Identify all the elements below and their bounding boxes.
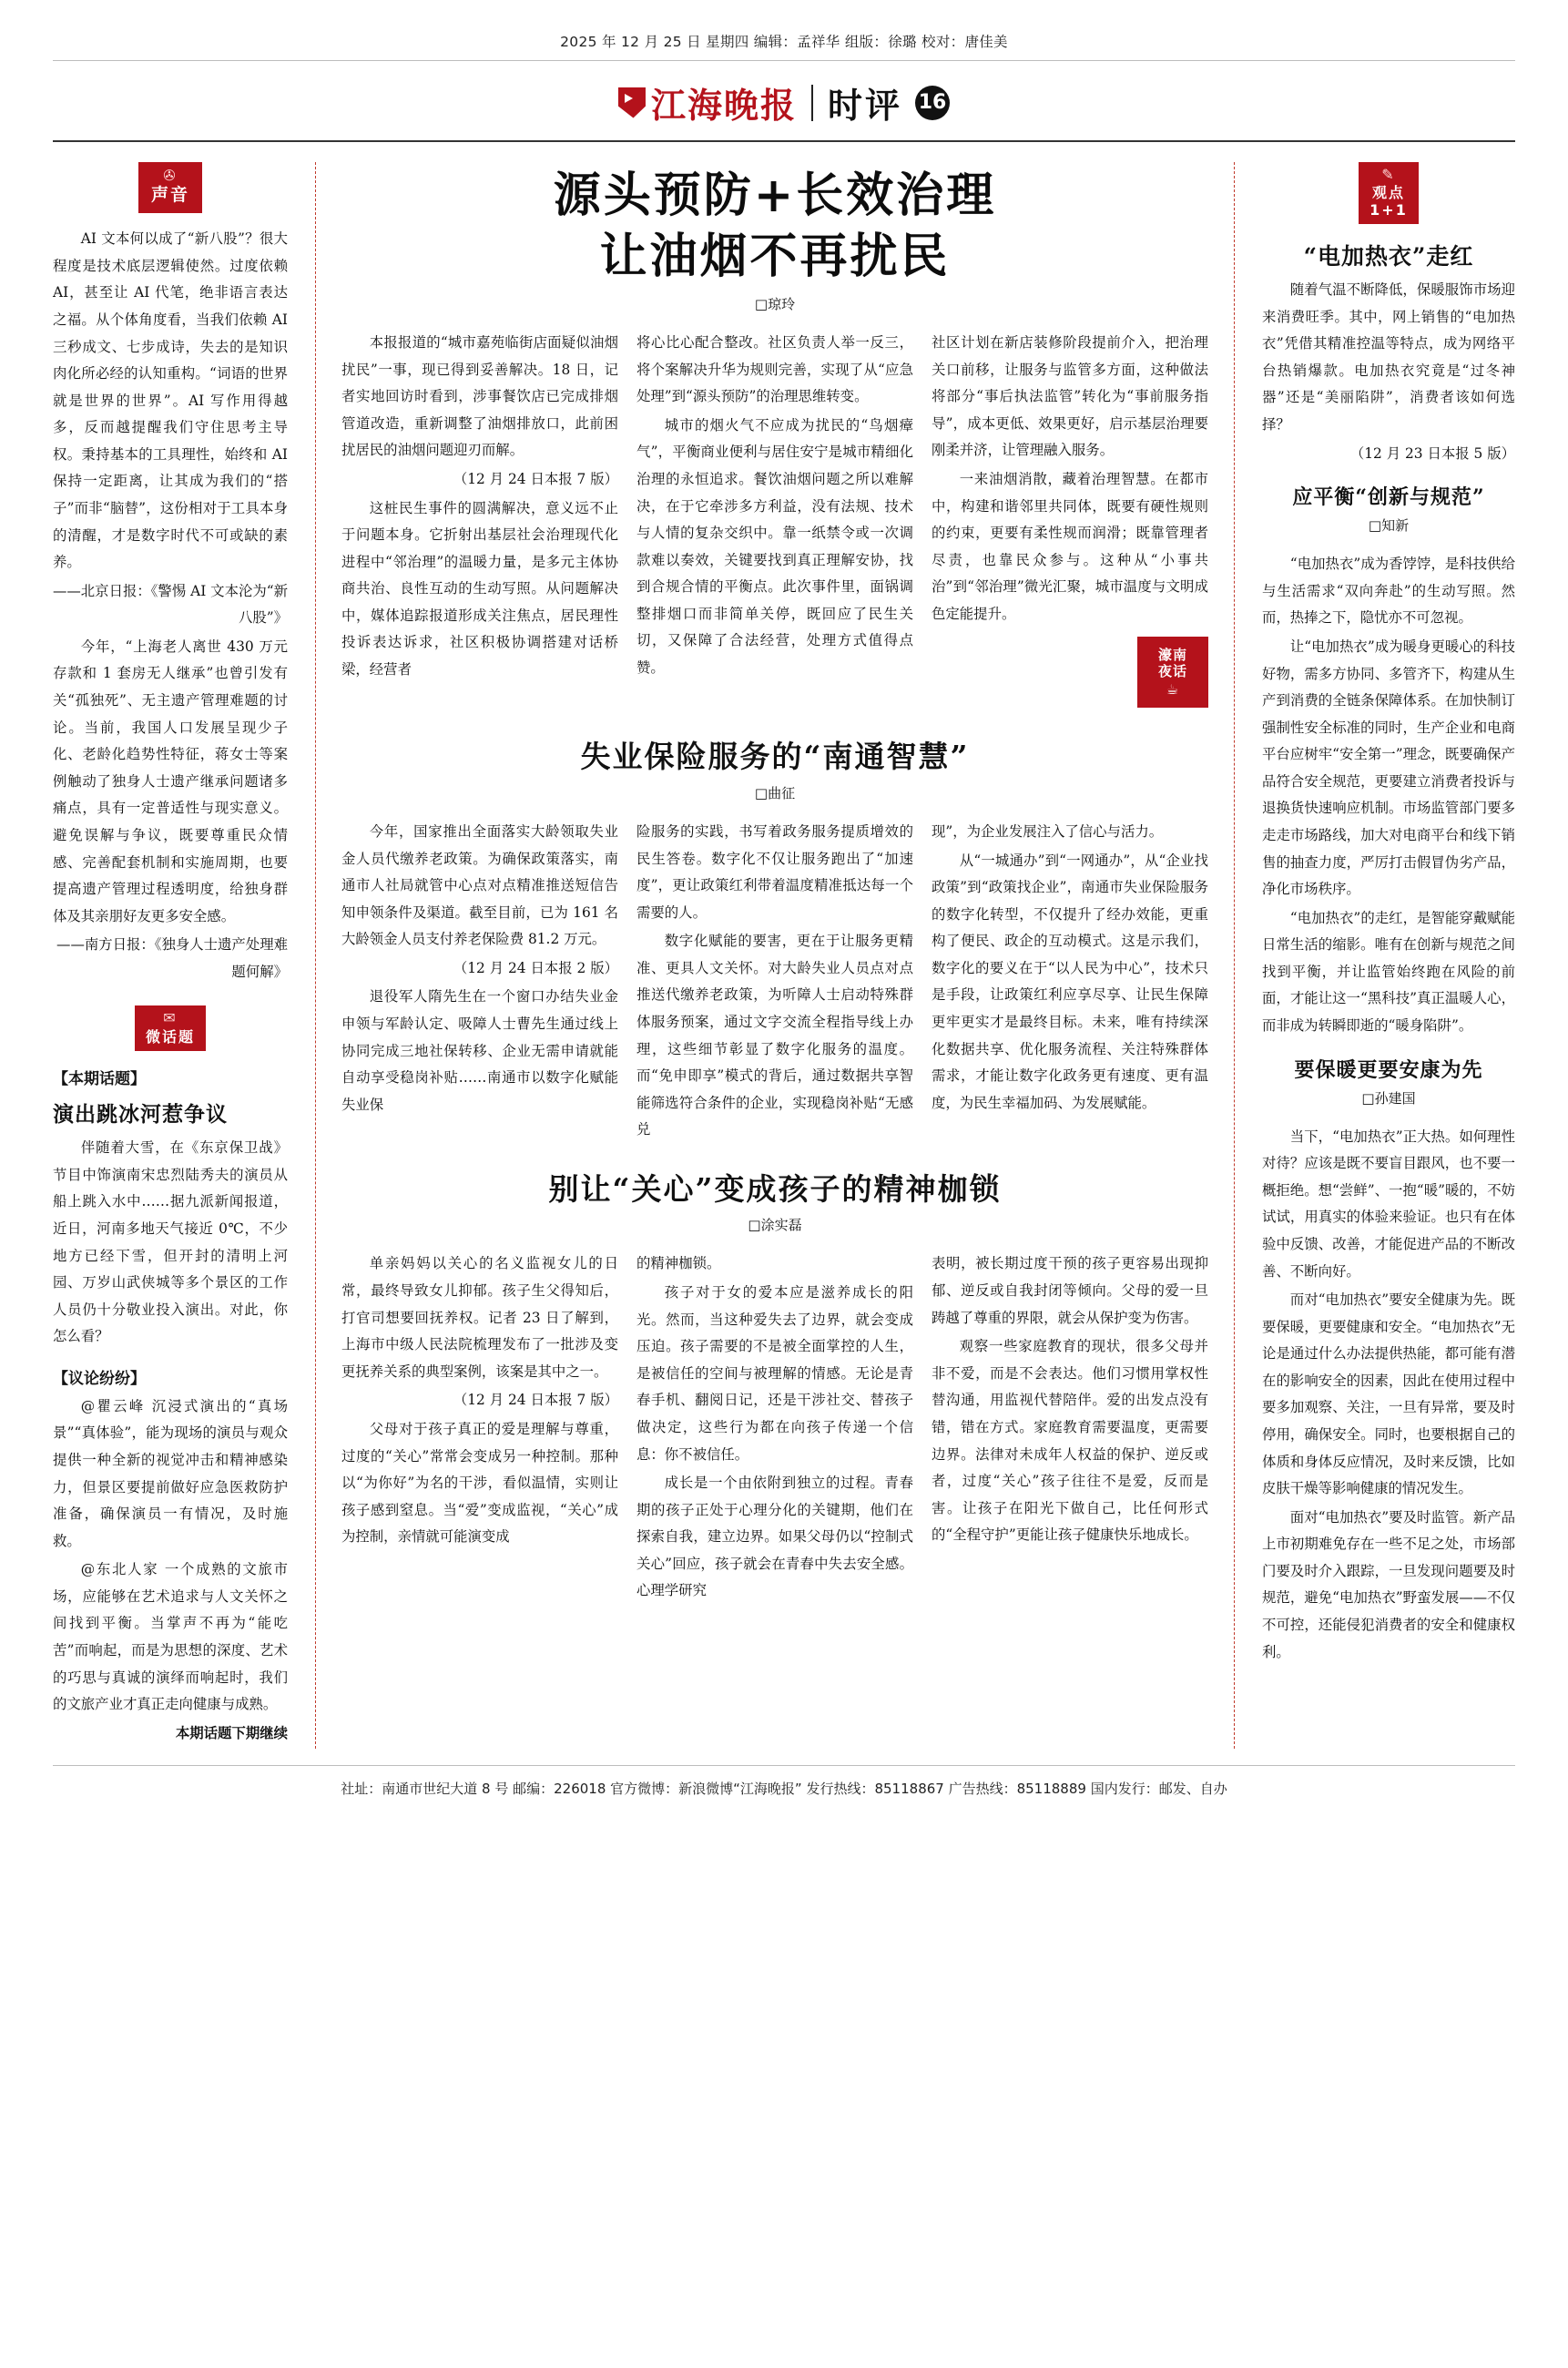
voice-source-1: ——北京日报：《警惕 AI 文本沦为“新八股”》 <box>53 582 289 627</box>
discussion-tag: 【议论纷纷】 <box>53 1369 146 1388</box>
a2-c1-p1: 今年，国家推出全面落实大龄领取失业金人员代缴养老政策。为确保政策落实，南通市人社局就管中心点对点精准推送短信告知申领条件及渠道。截至目前，已为 161 名大龄领金人员支付养老保险费 81.2 万元。 <box>341 823 618 948</box>
a2-c2-p1: 险服务的实践，书写着政务服务提质增效的民生答卷。数字化不仅让服务跑出了“加速度”，更让政策红利带着温度精准抵达每一个需要的人。 <box>636 823 913 921</box>
article-3-headline: 别让“关心”变成孩子的精神枷锁 <box>548 1170 1002 1207</box>
right-article-2-byline: □知新 <box>1368 517 1410 535</box>
article-1-columns <box>341 330 1208 713</box>
right-article-1-headline: “电加热衣”走红 <box>1303 243 1474 270</box>
a1-c2-p2: 城市的烟火气不应成为扰民的“鸟烟瘴气”，平衡商业便利与居住安宁是城市精细化治理的永恒追求。餐饮油烟问题之所以难解决，在于它牵涉多方利益，没有法规、技术与人情的复杂交织中。靠一纸禁令或一次调款难以奏效，关键要找到真正理解安协，找到合规合情的平衡点。此次事件里，面锅调整排烟口而非简单关停，既回应了民生关切，又保障了合法经营，处理方式值得点赞。 <box>636 416 913 677</box>
flag-icon <box>618 87 646 118</box>
a3-c3-p1: 表明，被长期过度干预的孩子更容易出现抑郁、逆反或自我封闭等倾向。父母的爱一旦踌越了尊重的界限，就会从保护变为伤害。 <box>932 1255 1208 1326</box>
a3-c2-p3: 成长是一个由依附到独立的过程。青春期的孩子正处于心理分化的关键期，他们在探索自我，建立边界。如果父母仍以“控制式关心”回应，孩子就会在青春中失去安全感。心理学研究 <box>636 1475 913 1599</box>
article-1-col-2 <box>636 330 913 713</box>
a3-c3-p2: 观察一些家庭教育的现状，很多父母并非不爱，而是不会表达。他们习惯用掌权性替沟通，用监视代替陪伴。爱的出发点没有错，错在方式。家庭教育需要温度，更需要边界。法律对未成年人权益的保护、逆反或者，过度“关心”孩子往往不是爱，反而是害。让孩子在阳光下做自己，比任何形式的“全程守护”更能让孩子健康快乐地成长。 <box>932 1338 1208 1544</box>
a2-c3-p1: 现”，为企业发展注入了信心与活力。 <box>932 823 1164 840</box>
main-headline-line2: 让油烟不再扰民 <box>599 228 951 284</box>
article-1-col-1 <box>341 330 618 713</box>
viewpoint-badge-wrap <box>1262 162 1515 224</box>
article-3-byline: □涂实磊 <box>748 1217 802 1234</box>
article-2-col-3 <box>932 819 1208 1146</box>
article-2-headline: 失业保险服务的“南通智慧” <box>580 739 970 775</box>
article-1-col-3 <box>932 330 1208 713</box>
column-separator-left <box>315 162 316 1749</box>
article-2-col-2 <box>636 819 913 1146</box>
section-badge-voice <box>138 162 202 213</box>
seal-line-1: 濠南 <box>1157 647 1187 664</box>
teacup-icon: ☕ <box>1166 681 1180 699</box>
microtopic-badge-label: 微话题 <box>145 1027 195 1046</box>
microtopic-badge-wrap <box>53 1005 288 1051</box>
article-3-columns <box>341 1250 1208 1607</box>
a1-c1-p2: 这桩民生事件的圆满解决，意义远不止于问题本身。它折射出基层社会治理现代化进程中“邻治理”的温暖力量，是多元主体协商共治、良性互动的生动写照。从问题解决中，媒体追踪报道形成关注焦点，居民理性投诉表达诉求，社区积极协调搭建对话桥梁，经营者 <box>341 499 618 679</box>
article-3-col-3 <box>932 1250 1208 1607</box>
page-footer: 社址：南通市世纪大道 8 号 邮编：226018 官方微博：新浪微博“江海晚报” 发行热线：85118867 广告热线：85118889 国内发行：邮发、自办 <box>53 1765 1515 1825</box>
masthead-divider <box>811 85 813 121</box>
paper-name: 江海晚报 <box>650 85 797 126</box>
megaphone-icon: ✇ <box>163 167 178 184</box>
section-badge-microtopic <box>135 1005 206 1051</box>
a3-c2-p2: 孩子对于女的爱本应是滋养成长的阳光。然而，当这种爱失去了边界，就会变成压迫。孩子需要的不是被全面掌控的人生，是被信任的空间与被理解的情感。无论是青春手机、翻阅日记，还是干涉社交、替孩子做决定，这些行为都在向孩子传递一个信息：你不被信任。 <box>636 1284 913 1463</box>
right-column <box>1242 162 1515 1749</box>
column-separator-right <box>1234 162 1235 1749</box>
voice-badge-label: 声音 <box>150 185 189 206</box>
right-a3-p2: 而对“电加热衣”要安全健康为先。既要保暖，更要健康和安全。“电加热衣”无论是通过什么办法提供热能，都可能有潜在的影响安全的因素，因此在使用过程中要多加观察、关注，一旦有异常，要及时停用，确保安全。同时，也要根据自己的体质和身体反应情况，及时来反馈，比如皮肤干燥等影响健康的情况发生。 <box>1262 1291 1515 1497</box>
right-a2-p3: “电加热衣”的走红，是智能穿戴赋能日常生活的缩影。唯有在创新与规范之间找到平衡，并让监管始终跑在风险的前面，才能让这一“黑科技”真正温暖人心，而非成为转瞬即逝的“暖身陷阱”。 <box>1262 909 1515 1035</box>
page-number-badge: 16 <box>915 86 950 120</box>
a3-c1-p2: 父母对于孩子真正的爱是理解与尊重，过度的“关心”常常会变成另一种控制。那种以“为你好”为名的干涉，看似温情，实则让孩子感到窒息。当“爱”变成监视，“关心”成为控制，亲情就可能演变成 <box>341 1420 618 1546</box>
seal-line-2: 夜话 <box>1157 663 1187 680</box>
masthead <box>0 61 1568 140</box>
column-seal-haonan <box>1137 637 1208 708</box>
topic-tag: 【本期话题】 <box>53 1070 146 1089</box>
right-a3-p1: 当下，“电加热衣”正大热。如何理性对待？应该是既不要盲目跟风，也不要一概拒绝。想“尝鲜”、一抱“暖”暖的，不妨试试，用真实的体验来验证。也只有在体验中反馈、改善，才能促进产品的不断改善、不断向好。 <box>1262 1128 1515 1280</box>
right-a3-p3: 面对“电加热衣”要及时监管。新产品上市初期难免存在一些不足之处，市场部门要及时介入跟踪，一旦发现问题要及时规范，避免“电加热衣”野蛮发展——不仅不可控，还能侵犯消费者的安全和健康权利。 <box>1262 1508 1515 1660</box>
right-article-2-headline: 应平衡“创新与规范” <box>1292 485 1485 510</box>
left-column <box>53 162 308 1749</box>
comment-2: @东北人家 一个成熟的文旅市场，应能够在艺术追求与人文关怀之间找到平衡。当掌声不再为“能吃苦”而响起，而是为思想的深度、艺术的巧思与真诚的演绎而响起时，我们的文旅产业才真正走向健康与成熟。 <box>53 1561 288 1713</box>
flag-icon: ✎ <box>1381 166 1396 183</box>
a1-c3-p2: 一来油烟消散，藏着治理智慧。在都市中，构建和谐邻里共同体，既要有硬性规则的约束，更要有柔性规而润滑；既靠管理者尽责，也靠民众参与。这种从“小事共治”到“邻治理”微光汇聚，城市温度与文明成色定能提升。 <box>932 470 1208 622</box>
right-a2-p1: “电加热衣”成为香饽饽，是科技供给与生活需求“双向奔赴”的生动写照。然而，热捧之下，隐忧亦不可忽视。 <box>1262 556 1515 627</box>
a3-c1-source: （12 月 24 日本报 7 版） <box>453 1392 618 1409</box>
article-2-columns <box>341 819 1208 1146</box>
voice-badge-wrap <box>53 162 288 213</box>
a2-c1-source: （12 月 24 日本报 2 版） <box>453 959 618 976</box>
article-2-byline: □曲征 <box>754 785 796 801</box>
main-byline: □琼玲 <box>754 296 796 313</box>
a1-c1-source: （12 月 24 日本报 7 版） <box>453 470 618 487</box>
right-article-3-headline: 要保暖更要安康为先 <box>1294 1057 1483 1082</box>
middle-column <box>323 162 1227 1749</box>
article-2-col-1 <box>341 819 618 1146</box>
article-3-col-2 <box>636 1250 913 1607</box>
article-3-col-1 <box>341 1250 618 1607</box>
a2-c3-p2: 从“一城通办”到“一网通办”，从“企业找政策”到“政策找企业”，南通市失业保险服务的数字化转型，不仅提升了经办效能，更重构了便民、政企的互动模式。这是示我们，数字化的要义在于“以人民为中心”，技术只是手段，让政策红利应享尽享、让民生保障更牢更实才是最终目标。未来，唯有持续深化数据共享、优化服务流程、关注特殊群体需求，才能让数字化政务更有速度、更有温度，为民生幸福加码、为发展赋能。 <box>932 852 1208 1111</box>
a3-c2-p1: 的精神枷锁。 <box>636 1255 721 1272</box>
topic-continue-note: 本期话题下期继续 <box>175 1724 288 1741</box>
topic-title: 演出跳冰河惹争议 <box>53 1102 228 1128</box>
main-headline-line1: 源头预防+长效治理 <box>553 168 997 223</box>
topic-intro: 伴随着大雪，在《东京保卫战》节目中饰演南宋忠烈陆秀夫的演员从船上跳入水中……据九派新闻报道，近日，河南多地天气接近 0℃，不少地方已经下雪，但开封的清明上河园、万岁山武侠城等多个景区的工作人员仍十分敬业投入演出。对此，你怎么看？ <box>53 1139 288 1345</box>
voice-paragraph-2: 今年，“上海老人离世 430 万元存款和 1 套房无人继承”也曾引发有关“孤独死”、无主遗产管理难题的讨论。当前，我国人口发展呈现少子化、老龄化趋势性特征，蒋女士等案例触动了独身人士遗产继承问题诸多痛点，具有一定普适性与现实意义。避免误解与争议，既要尊重民众情感、完善配套机制和实施周期，也要提高遗产管理过程透明度，给独身群体及其亲朋好友更多安全感。 <box>53 638 288 924</box>
viewpoint-badge-line2: 1+1 <box>1369 200 1408 219</box>
right-article-3-byline: □孙建国 <box>1361 1089 1416 1107</box>
a2-c1-p2: 退役军人隋先生在一个窗口办结失业金申领与军龄认定、吸障人士曹先生通过线上协同完成三地社保转移、企业无需申请就能自动享受稳岗补贴……南通市以数字化赋能失业保 <box>341 988 618 1113</box>
right-a1-source: （12 月 23 日本报 5 版） <box>1349 444 1515 462</box>
a2-c2-p2: 数字化赋能的要害，更在于让服务更精准、更具人文关怀。对大龄失业人员点对点推送代缴养老政策，为听障人士启动特殊群体服务预案，通过文字交流全程指导线上办理，这些细节彰显了数字化服务的温度。而“免申即享”模式的背后，通过数据共享智能筛选符合条件的企业，实现稳岗补贴“无感兑 <box>636 933 913 1138</box>
a1-c1-p1: 本报报道的“城市嘉苑临街店面疑似油烟扰民”一事，现已得到妥善解决。18 日，记者实地回访时看到，涉事餐饮店已完成排烟管道改造，重新调整了油烟排放口，此前困扰居民的油烟问题迎刃而解。 <box>341 334 618 459</box>
main-headline <box>341 166 1208 287</box>
section-badge-viewpoint <box>1359 162 1419 224</box>
a1-c3-p1: 社区计划在新店装修阶段提前介入，把治理关口前移，让服务与监管多方面，这种做法将部分“事后执法监管”转化为“事前服务指导”，成本更低、效果更好，启示基层治理要刚柔并济，让管理融入服务。 <box>932 334 1208 459</box>
voice-source-2: ——南方日报：《独身人士遗产处理难题何解》 <box>56 936 288 980</box>
a3-c1-p1: 单亲妈妈以关心的名义监视女儿的日常，最终导致女儿抑郁。孩子生父得知后，打官司想要回抚养权。记者 23 日了解到，上海市中级人民法院梳理发布了一批涉及变更抚养关系的典型案例，该案是其中之一。 <box>341 1255 618 1380</box>
right-a2-p2: 让“电加热衣”成为暖身更暖心的科技好物，需多方协同、多管齐下，构建从生产到消费的全链条保障体系。在加快制订强制性安全标准的同时，生产企业和电商平台应树牢“安全第一”理念，既要确保产品符合安全规范，更要建立消费者投诉与退换货快速响应机制。市场监管部门要多走走市场路线，加大对电商平台和线下销售的抽查力度，严厉打击假冒伪劣产品，净化市场秩序。 <box>1262 638 1515 898</box>
paper-logo <box>618 77 797 128</box>
page-body <box>53 142 1515 1749</box>
page-meta-bar: 2025 年 12 月 25 日 星期四 编辑：孟祥华 组版：徐璐 校对：唐佳美 <box>53 0 1515 61</box>
viewpoint-badge-line1: 观点 <box>1371 184 1405 202</box>
a1-c2-p1: 将心比心配合整改。社区负责人举一反三，将个案解决升华为规则完善，实现了从“应急处理”到“源头预防”的治理思维转变。 <box>636 334 913 405</box>
section-name: 时评 <box>828 85 903 126</box>
voice-paragraph-1: AI 文本何以成了“新八股”？很大程度是技术底层逻辑使然。过度依赖 AI，甚至让 AI 代笔，绝非语言表达之福。从个体角度看，当我们依赖 AI 三秒成文、七步成诗，失去的是知识肉化所必经的认知重构。“词语的世界就是世界的世界”。AI 写作用得越多，反而越提醒我们守住思考主导权。秉持基本的工具理性，始终和 AI 保持一定距离，让其成为我们的“搭子”而非“脑替”，这份相对于工具本身的清醒，才是数字时代不可或缺的素养。 <box>53 230 288 571</box>
comment-1: @瞿云峰 沉浸式演出的“真场景”“真体验”，能为现场的演员与观众提供一种全新的视觉冲击和精神感染力，但景区要提前做好应急医救防护准备，确保演员一有情况，及时施救。 <box>53 1397 288 1549</box>
right-a1-p1: 随着气温不断降低，保暖服饰市场迎来消费旺季。其中，网上销售的“电加热衣”凭借其精准控温等特点，成为网络平台热销爆款。电加热衣究竟是“过冬神器”还是“美丽陷阱”，消费者该如何选择？ <box>1262 281 1515 434</box>
chat-icon: ✉ <box>163 1009 178 1027</box>
